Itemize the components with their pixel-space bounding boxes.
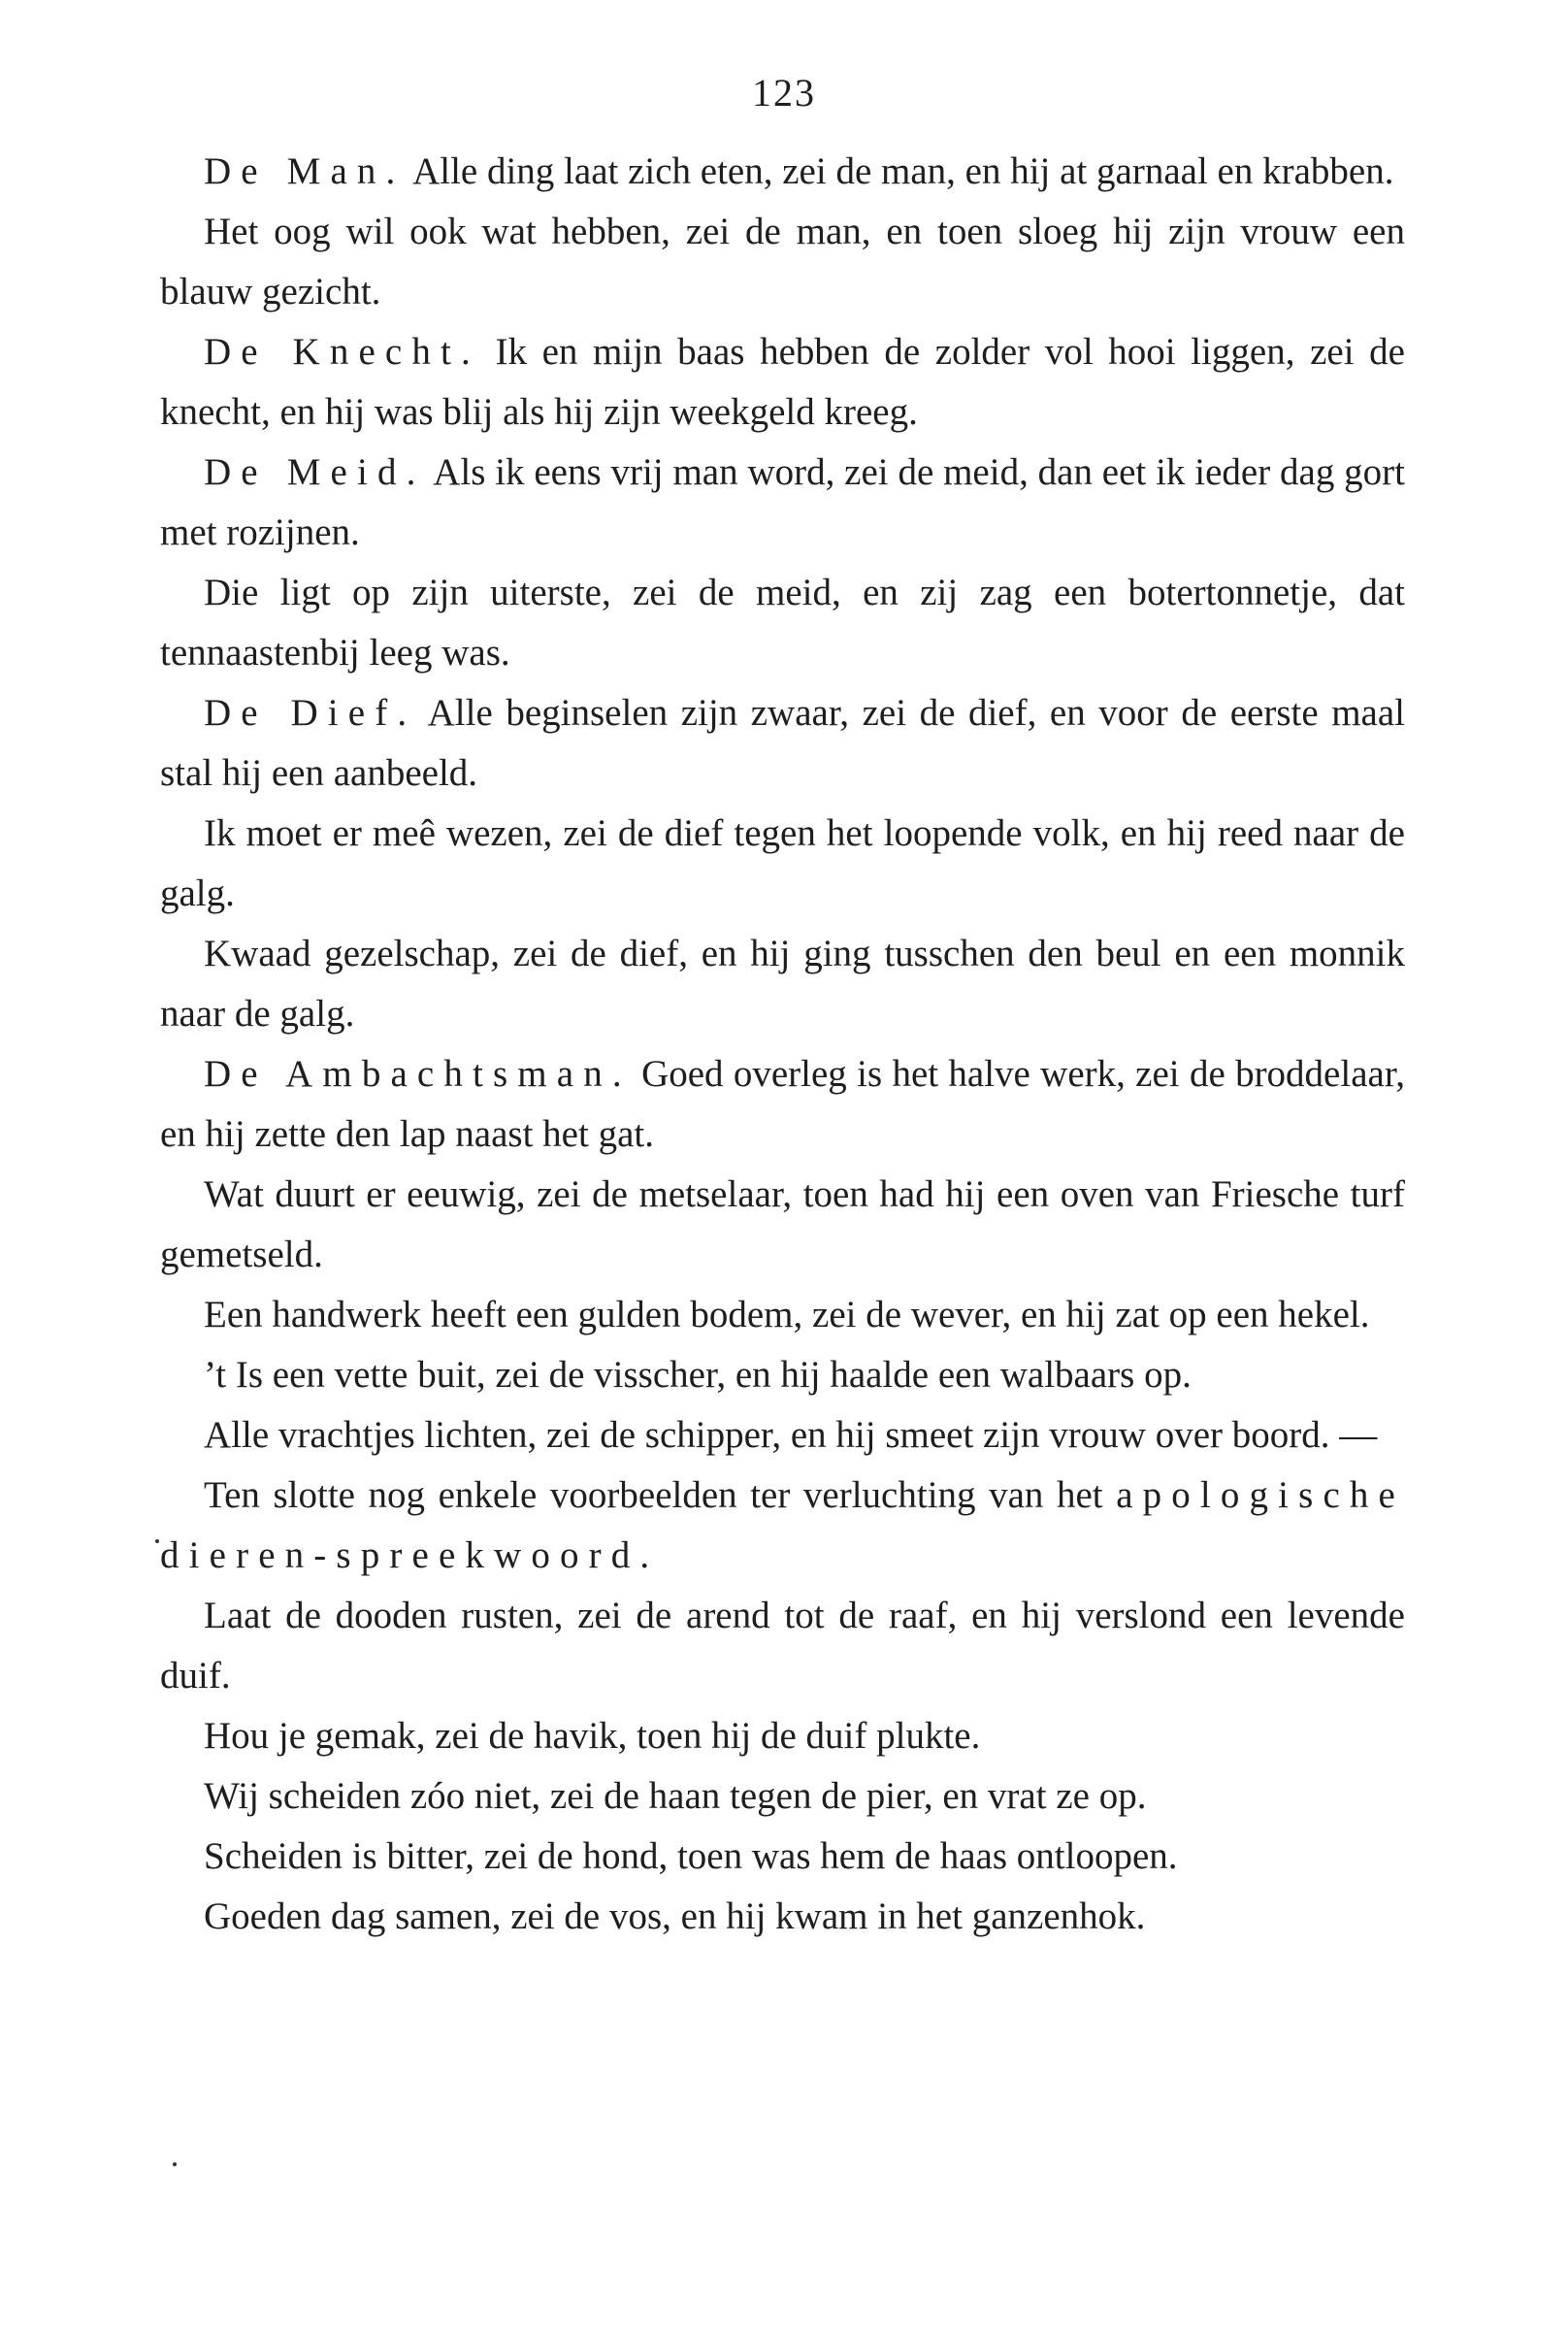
section-heading: De Meid.	[204, 451, 426, 493]
paragraph	[160, 1466, 1405, 1586]
paragraph-text: Het oog wil ook wat hebben, zei de man, en toen sloeg hij zijn vrouw een blauw gezicht.	[160, 211, 1405, 313]
print-speck	[155, 1539, 159, 1543]
paragraph-text: Ik moet er meê wezen, zei de dief tegen het loopende volk, en hij reed naar de galg.	[160, 812, 1405, 914]
paragraph	[160, 1887, 1405, 1947]
paragraph	[160, 683, 1405, 804]
paragraph	[160, 1405, 1405, 1466]
paragraph-text: Wij scheiden zóo niet, zei de haan tegen de pier, en vrat ze op.	[204, 1775, 1147, 1817]
paragraph	[160, 202, 1405, 322]
page-number: 123	[752, 71, 816, 115]
paragraph-text: Als ik eens vrij man word, zei de meid, dan eet ik ieder dag gort met rozijnen.	[160, 451, 1405, 553]
paragraph-text: Scheiden is bitter, zei de hond, toen was hem de haas ontloopen.	[204, 1835, 1178, 1877]
paragraph	[160, 1285, 1405, 1345]
paragraph-text: Ten slotte nog enkele voorbeelden ter verluchting van het	[204, 1474, 1103, 1516]
paragraph	[160, 804, 1405, 924]
paragraph	[160, 142, 1405, 202]
paragraph	[160, 1706, 1405, 1766]
paragraph	[160, 1827, 1405, 1887]
section-heading: De Ambachtsman.	[204, 1053, 632, 1095]
paragraph-text: Alle ding laat zich eten, zei de man, en hij at garnaal en krabben.	[412, 150, 1394, 192]
section-heading: De Man.	[204, 150, 406, 192]
paragraph	[160, 1165, 1405, 1285]
paragraph-text: Goeden dag samen, zei de vos, en hij kwam in het ganzenhok.	[204, 1895, 1146, 1937]
paragraph	[160, 1345, 1405, 1405]
paragraph-text: Goed overleg is het halve werk, zei de broddelaar, en hij zette den lap naast het gat.	[160, 1053, 1406, 1155]
paragraph-text: Kwaad gezelschap, zei de dief, en hij ging tusschen den beul en een monnik naar de galg.	[160, 933, 1405, 1035]
paragraph-text: Ik en mijn baas hebben de zolder vol hooi liggen, zei de knecht, en hij was blij als hij zijn weekgeld kreeg.	[160, 331, 1405, 433]
paragraph-text: Alle beginselen zijn zwaar, zei de dief, en voor de eerste maal stal hij een aanbeeld.	[160, 692, 1405, 794]
paragraph	[160, 1044, 1405, 1165]
paragraph-text: Die ligt op zijn uiterste, zei de meid, en zij zag een botertonnetje, dat tennaastenbij leeg was.	[160, 572, 1405, 674]
paragraph	[160, 443, 1405, 563]
paragraph	[160, 1586, 1405, 1706]
paragraph-text: Een handwerk heeft een gulden bodem, zei de wever, en hij zat op een hekel.	[204, 1294, 1370, 1335]
print-speck	[173, 2162, 177, 2166]
paragraph	[160, 563, 1405, 683]
paragraph	[160, 924, 1405, 1044]
section-heading: De Knecht.	[204, 331, 480, 373]
paragraph-text: Wat duurt er eeuwig, zei de metselaar, toen had hij een oven van Friesche turf gemetseld.	[160, 1173, 1405, 1275]
spaced-term: apologische dieren-spreekwoord.	[160, 1474, 1406, 1576]
paragraph-text: Alle vrachtjes lichten, zei de schipper, en hij smeet zijn vrouw over boord. —	[204, 1414, 1378, 1456]
paragraph-text: Laat de dooden rusten, zei de arend tot de raaf, en hij verslond een levende duif.	[160, 1595, 1405, 1697]
paragraph-text: Hou je gemak, zei de havik, toen hij de duif plukte.	[204, 1715, 981, 1757]
paragraph	[160, 1766, 1405, 1827]
body-text	[160, 142, 1405, 1947]
section-heading: De Dief.	[204, 692, 417, 734]
paragraph	[160, 322, 1405, 443]
paragraph-text: ’t Is een vette buit, zei de visscher, en hij haalde een walbaars op.	[204, 1354, 1192, 1396]
